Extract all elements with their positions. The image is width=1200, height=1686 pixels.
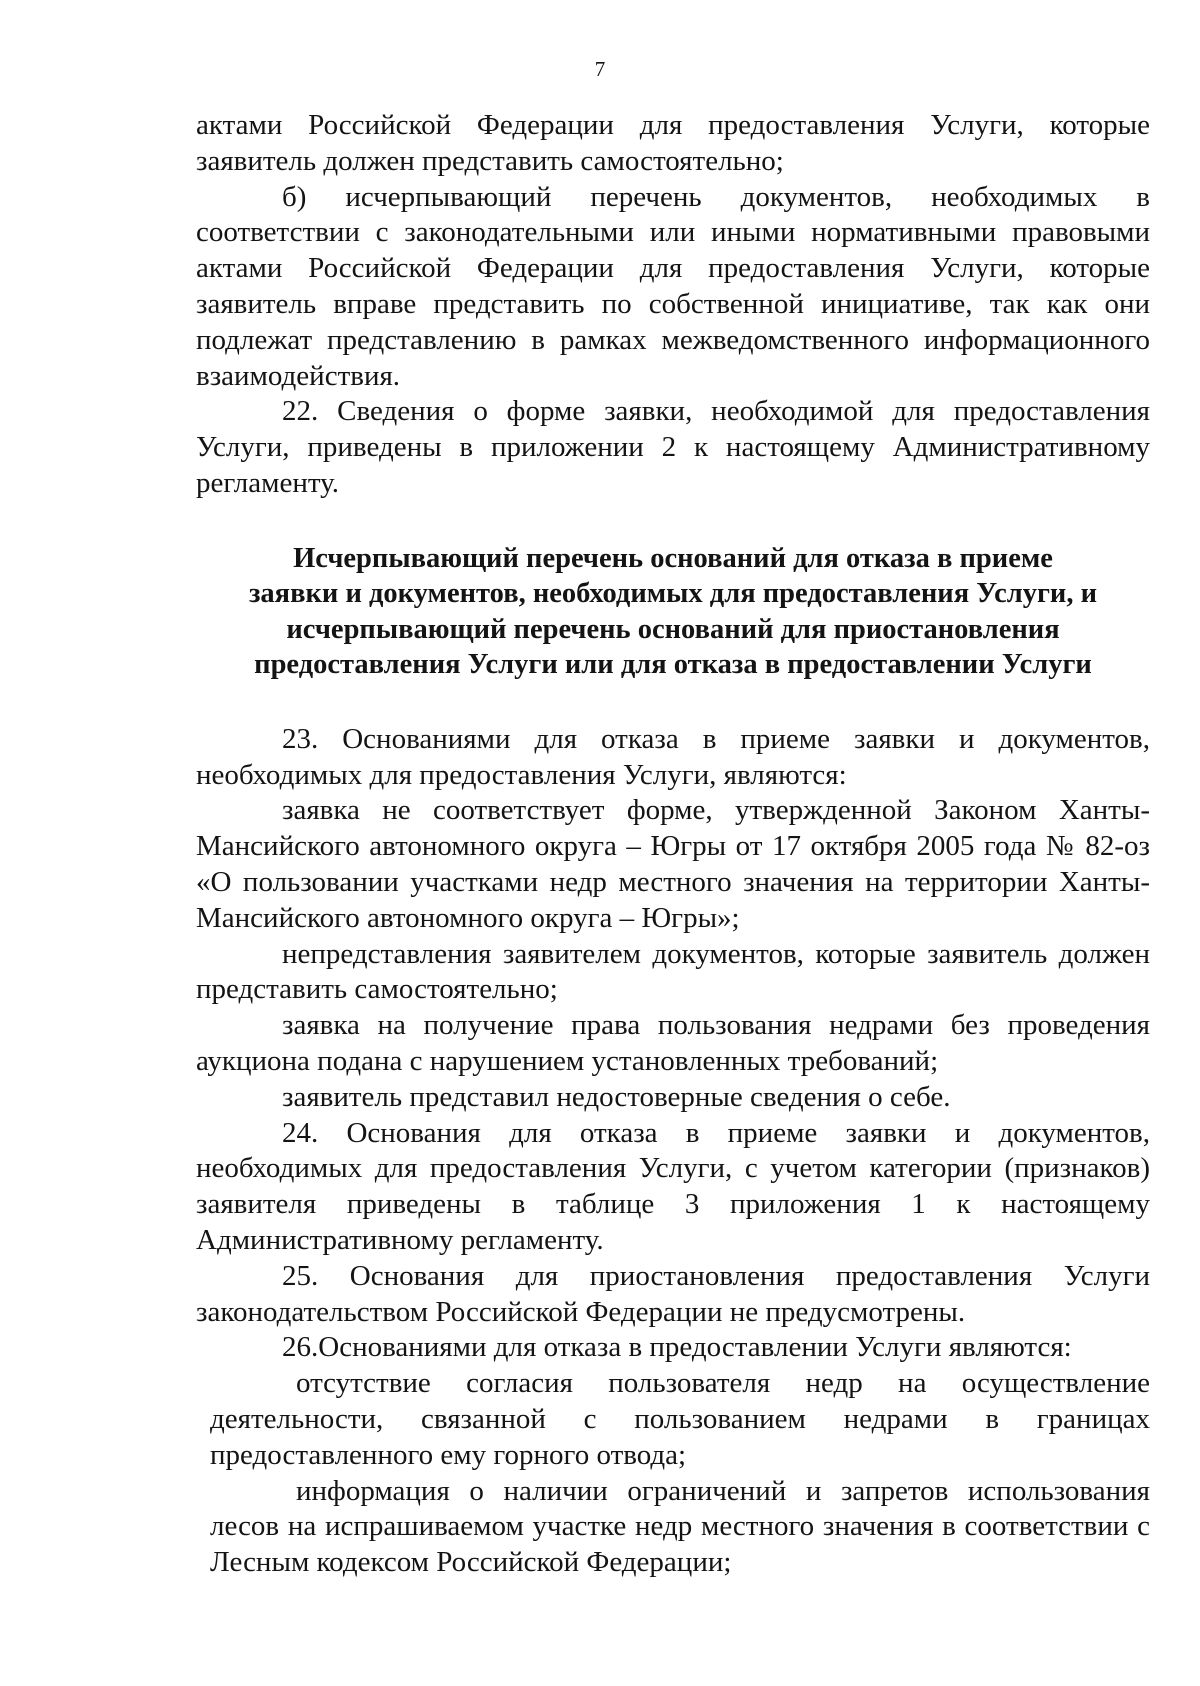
paragraph-23-item-violation: заявка на получение права пользования недрами без проведения аукциона подана с нарушением установленных требований; (196, 1009, 1150, 1077)
paragraph-25: 25. Основания для приостановления предоставления Услуги законодательством Российской Федерации не предусмотрены. (196, 1259, 1150, 1328)
heading-line: исчерпывающий перечень оснований для приостановления (286, 613, 1060, 645)
paragraph-23-item-documents: непредставления заявителем документов, которые заявитель должен представить самостоятельно; (196, 937, 1150, 1006)
document-body (196, 108, 1150, 1581)
paragraph-26-item-forest: информация о наличии ограничений и запретов использования лесов на испрашиваемом участке недр местного значения в соответствии с Лесным кодексом Российской Федерации; (210, 1474, 1150, 1579)
heading-line: предоставления Услуги или для отказа в предоставлении Услуги (254, 649, 1092, 681)
paragraph-23-item-false-info: заявитель представил недостоверные сведения о себе. (282, 1080, 951, 1113)
paragraph-24: 24. Основания для отказа в приеме заявки и документов, необходимых для предоставления Услуги, с учетом категории (признаков) заявителя приведены в таблице 3 приложения 1 к настоящему Административному регламенту. (196, 1116, 1150, 1256)
paragraph-23-item-form: заявка не соответствует форме, утвержденной Законом Ханты-Мансийского автономного округа – Югры от 17 октября 2005 года № 82-оз «О пользовании участками недр местного значения на территории Ханты-Мансийского автономного округа – Югры»; (196, 794, 1150, 934)
section-heading (196, 541, 1150, 683)
paragraph-continuation: актами Российской Федерации для предоставления Услуги, которые заявитель должен представить самостоятельно; (196, 109, 1150, 177)
paragraph-22: 22. Сведения о форме заявки, необходимой для предоставления Услуги, приведены в приложении 2 к настоящему Административному регламенту. (196, 395, 1150, 499)
paragraph-26-list (196, 1366, 1150, 1581)
paragraph-item-b: б) исчерпывающий перечень документов, необходимых в соответствии с законодательными или иными нормативными правовыми актами Российской Федерации для предоставления Услуги, которые заявитель вправе представить по собственной инициативе, так как они подлежат представлению в рамках межведомственного информационного взаимодействия. (196, 180, 1150, 392)
heading-line: Исчерпывающий перечень оснований для отказа в приеме (293, 542, 1053, 574)
paragraph-23: 23. Основаниями для отказа в приеме заявки и документов, необходимых для предоставления Услуги, являются: (196, 722, 1150, 791)
paragraph-26: 26.Основаниями для отказа в предоставлении Услуги являются: (282, 1331, 1072, 1364)
page-number: 7 (594, 57, 606, 81)
paragraph-26-item-consent: отсутствие согласия пользователя недр на осуществление деятельности, связанной с пользованием недрами в границах предоставленного ему горного отвода; (210, 1367, 1150, 1471)
heading-line: заявки и документов, необходимых для предоставления Услуги, и (248, 578, 1098, 610)
